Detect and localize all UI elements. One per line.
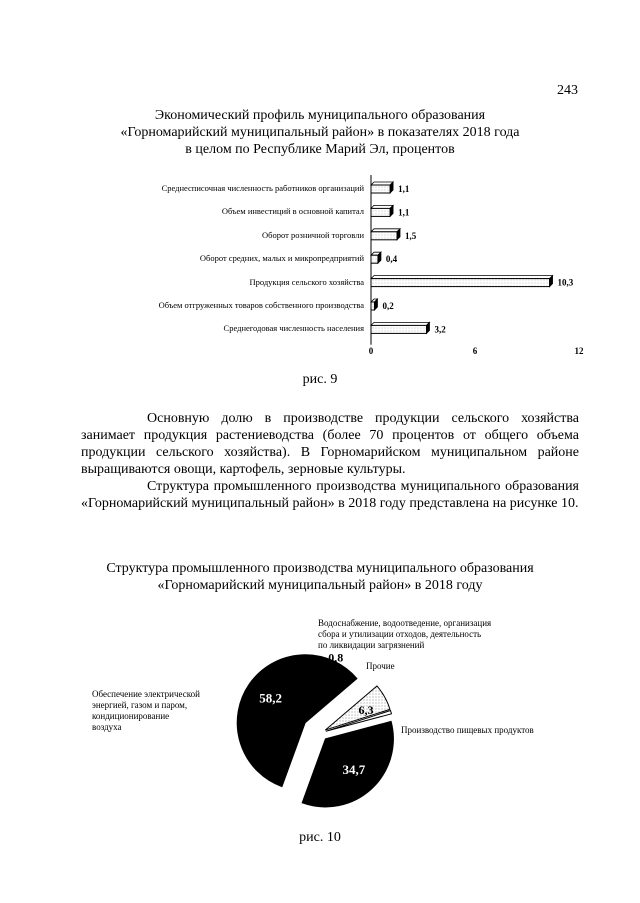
bar-value-label: 10,3 — [557, 277, 574, 288]
bar-axis-tick-label: 12 — [574, 346, 584, 356]
bar — [371, 208, 390, 216]
pie-label-water-line: по ликвидации загрязнений — [318, 640, 425, 650]
bar-chart — [0, 0, 640, 390]
chart2-title-line-1: Структура промышленного производства муниципального образования — [106, 561, 534, 576]
pie-label-food: Производство пищевых продуктов — [401, 725, 534, 735]
pie-label-water-line: Водоснабжение, водоотведение, организация — [318, 618, 492, 628]
bar — [371, 325, 426, 333]
pie-label-energy-line: энергией, газом и паром, — [92, 700, 188, 710]
chart1-title-line-3: в целом по Республике Марий Эл, процентов — [185, 142, 455, 157]
pie-value-label: 6,3 — [358, 703, 374, 718]
pie-label-energy-line: кондиционирование — [92, 711, 170, 721]
bar-category-label: Среднесписочная численность работников организаций — [161, 183, 364, 193]
chart1-title-line-1: Экономический профиль муниципального образования — [154, 108, 486, 123]
pie-label-energy — [92, 689, 252, 733]
pie-value-label: 58,2 — [259, 690, 282, 706]
bar — [371, 255, 378, 263]
bar — [371, 232, 397, 240]
bar-value-label: 0,2 — [382, 301, 394, 311]
bar-axis-tick-label: 0 — [368, 346, 374, 356]
bar-category-label: Оборот розничной торговли — [262, 229, 364, 240]
figure-10-caption: рис. 10 — [299, 830, 341, 845]
bar-value-label: 0,4 — [385, 254, 398, 265]
bar-category-label: Среднегодовая численность населения — [223, 323, 364, 334]
bar-value-label: 1,5 — [405, 230, 417, 241]
paragraph-2: Структура промышленного производства муниципального образования «Горномарийский муниципальный район» в 2018 году представлена на рисунке 10. — [81, 479, 579, 511]
pie-label-energy-line: воздуха — [92, 722, 122, 732]
bar-value-label: 1,1 — [398, 184, 410, 194]
bar-axis-tick-label: 6 — [472, 346, 478, 356]
figure-9-caption: рис. 9 — [302, 372, 338, 387]
bar-category-label: Оборот средних, малых и микропредприятий — [199, 253, 364, 264]
body-text — [81, 410, 579, 512]
bar — [371, 185, 390, 193]
bar — [371, 302, 374, 310]
pie-label-water-line: сбора и утилизации отходов, деятельность — [318, 629, 482, 639]
paragraph-1: Основную долю в производстве продукции сельского хозяйства занимает продукция растениеводства (более 70 процентов от общего объема продукции сельского хозяйства). В Горномарийском муниципальном районе выращиваются овощи, картофель, зерновые культуры. — [81, 411, 579, 477]
bar-category-label: Продукция сельского хозяйства — [249, 276, 364, 287]
page-number: 243 — [557, 83, 578, 98]
bar — [371, 279, 550, 287]
chart2-title-line-2: «Горномарийский муниципальный район» в 2018 году — [157, 578, 483, 593]
chart1-title-line-2: «Горномарийский муниципальный район» в показателях 2018 года — [120, 125, 520, 140]
bar-value-label: 1,1 — [398, 207, 410, 218]
bar-value-label: 3,2 — [434, 324, 446, 335]
pie-value-label: 34,7 — [342, 762, 366, 778]
pie-label-water — [318, 618, 538, 651]
pie-label-energy-line: Обеспечение электрической — [92, 689, 200, 699]
pie-value-label: 0,8 — [328, 650, 344, 665]
bar-category-label: Объем отгруженных товаров собственного производства — [158, 300, 364, 310]
pie-label-other: Прочие — [366, 661, 395, 671]
bar-category-label: Объем инвестиций в основной капитал — [221, 206, 364, 217]
